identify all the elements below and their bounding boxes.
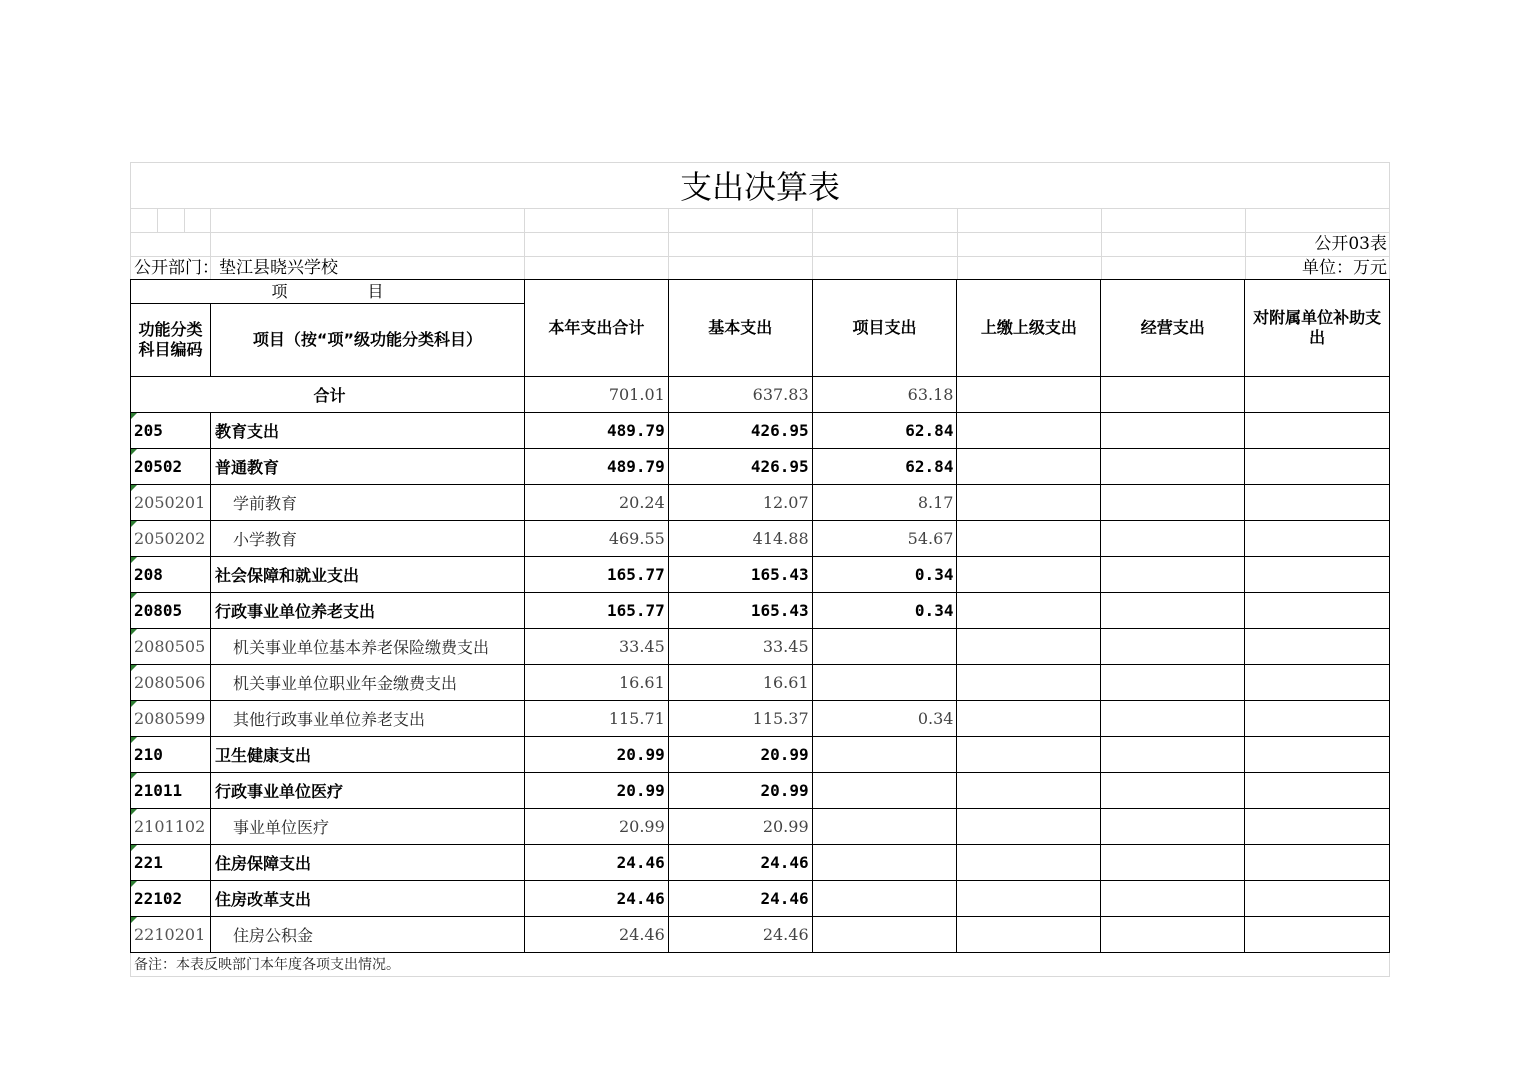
row-code [131,773,211,809]
row-value-cell: 165.43 [668,557,812,593]
row-value-cell [957,449,1101,485]
row-value-cell: 489.79 [524,413,668,449]
table-row [131,881,1390,917]
cell-marker-icon [131,485,137,491]
row-value-cell: 20.99 [524,737,668,773]
row-value-cell [812,845,957,881]
row-value-cell [1245,881,1390,917]
row-value-cell: 115.37 [668,701,812,737]
row-value-cell [957,593,1101,629]
row-value-cell [812,881,957,917]
row-value-cell [1101,593,1245,629]
row-value-cell [1245,701,1390,737]
table-row [131,485,1390,521]
row-name: 住房保障支出 [210,845,524,881]
cell-marker-icon [131,917,137,923]
row-value-cell [1245,557,1390,593]
col-header-code: 功能分类科目编码 [131,304,211,377]
row-value-cell: 489.79 [524,449,668,485]
table-row [131,701,1390,737]
row-code-text: 2050201 [134,493,206,512]
row-value-cell: 16.61 [524,665,668,701]
row-code-text: 20502 [134,457,183,476]
row-code-text: 2050202 [134,529,206,548]
row-value-cell: 24.46 [668,881,812,917]
row-name: 住房公积金 [210,917,524,953]
gridline [668,208,669,279]
row-value-cell [1245,629,1390,665]
row-name: 事业单位医疗 [210,809,524,845]
row-value-cell: 8.17 [812,485,957,521]
row-value-cell [1101,629,1245,665]
row-code [131,845,211,881]
expenditure-table [130,279,1390,953]
cell-marker-icon [131,629,137,635]
col-header-subsidy: 对附属单位补助支出 [1245,280,1390,377]
col-header-project: 项目支出 [812,280,957,377]
row-name: 普通教育 [210,449,524,485]
unit-label: 单位：万元 [1302,258,1387,278]
row-code [131,665,211,701]
row-value-cell: 33.45 [668,629,812,665]
row-value-cell [812,773,957,809]
row-value-cell [957,845,1101,881]
total-cell [1245,377,1390,413]
row-value-cell [957,737,1101,773]
gridline [157,208,158,232]
row-value-cell [1101,809,1245,845]
row-code-text: 2080599 [134,709,206,728]
row-value-cell [957,881,1101,917]
gridline [524,208,525,279]
row-name: 住房改革支出 [210,881,524,917]
row-value-cell: 0.34 [812,701,957,737]
row-code-text: 22102 [134,889,183,908]
cell-marker-icon [131,773,137,779]
row-value-cell: 24.46 [668,845,812,881]
department-label: 公开部门：垫江县晓兴学校 [134,258,338,278]
cell-marker-icon [131,881,137,887]
row-value-cell [1245,773,1390,809]
table-row [131,845,1390,881]
row-code-text: 208 [134,565,163,584]
row-value-cell [957,773,1101,809]
row-code-text: 221 [134,853,163,872]
table-row [131,521,1390,557]
row-value-cell [1101,773,1245,809]
row-code [131,593,211,629]
row-value-cell [1245,485,1390,521]
row-value-cell: 33.45 [524,629,668,665]
cell-marker-icon [131,521,137,527]
spreadsheet-page [130,162,1390,977]
table-row [131,773,1390,809]
row-value-cell [812,917,957,953]
row-value-cell: 165.43 [668,593,812,629]
row-value-cell: 20.99 [668,773,812,809]
row-value-cell: 20.99 [668,809,812,845]
form-number: 公开03表 [1314,234,1387,254]
total-cell: 63.18 [812,377,957,413]
row-value-cell [957,485,1101,521]
row-code-text: 21011 [134,781,183,800]
row-value-cell [812,629,957,665]
row-value-cell: 426.95 [668,449,812,485]
row-value-cell: 20.99 [668,737,812,773]
row-name: 教育支出 [210,413,524,449]
row-value-cell [1245,593,1390,629]
row-value-cell [957,629,1101,665]
row-code-text: 205 [134,421,163,440]
row-value-cell: 24.46 [524,881,668,917]
row-value-cell [812,665,957,701]
row-value-cell [1101,737,1245,773]
row-code [131,881,211,917]
row-code-text: 20805 [134,601,183,620]
row-value-cell [1245,521,1390,557]
row-value-cell [1245,809,1390,845]
row-value-cell: 0.34 [812,557,957,593]
row-value-cell: 12.07 [668,485,812,521]
table-row [131,449,1390,485]
row-value-cell [1245,845,1390,881]
row-code [131,521,211,557]
row-value-cell [1245,665,1390,701]
row-value-cell: 20.99 [524,773,668,809]
row-value-cell [1101,845,1245,881]
table-row [131,737,1390,773]
row-code [131,485,211,521]
row-value-cell [1101,449,1245,485]
cell-marker-icon [131,413,137,419]
table-row [131,557,1390,593]
col-header-basic: 基本支出 [668,280,812,377]
row-value-cell [1101,917,1245,953]
row-code [131,701,211,737]
cell-marker-icon [131,845,137,851]
row-code-text: 2101102 [134,817,206,836]
table-row [131,593,1390,629]
gridline [130,232,1390,233]
row-code-text: 2080505 [134,637,206,656]
row-code [131,809,211,845]
row-value-cell [1245,449,1390,485]
row-name: 机关事业单位基本养老保险缴费支出 [210,629,524,665]
header-item-group: 项 目 [131,280,525,304]
row-value-cell [1245,917,1390,953]
row-name: 其他行政事业单位养老支出 [210,701,524,737]
row-value-cell: 165.77 [524,557,668,593]
row-value-cell [1101,521,1245,557]
row-value-cell [957,413,1101,449]
row-value-cell [812,737,957,773]
gridline [1245,208,1246,279]
row-value-cell: 62.84 [812,449,957,485]
row-value-cell [957,521,1101,557]
cell-marker-icon [131,557,137,563]
table-row [131,629,1390,665]
row-name: 小学教育 [210,521,524,557]
row-value-cell: 426.95 [668,413,812,449]
row-name: 卫生健康支出 [210,737,524,773]
row-value-cell: 62.84 [812,413,957,449]
col-header-remit: 上缴上级支出 [957,280,1101,377]
row-code [131,737,211,773]
row-name: 行政事业单位养老支出 [210,593,524,629]
row-value-cell: 0.34 [812,593,957,629]
row-value-cell [957,917,1101,953]
row-value-cell: 165.77 [524,593,668,629]
gridline [957,208,958,279]
row-code [131,413,211,449]
total-cell [957,377,1101,413]
row-value-cell: 24.46 [668,917,812,953]
row-value-cell: 469.55 [524,521,668,557]
gridline [130,976,1390,977]
row-value-cell [1245,737,1390,773]
table-row [131,917,1390,953]
footnote: 备注：本表反映部门本年度各项支出情况。 [134,957,400,973]
row-value-cell [1101,557,1245,593]
cell-marker-icon [131,449,137,455]
cell-marker-icon [131,701,137,707]
row-value-cell [1101,701,1245,737]
total-cell [1101,377,1245,413]
row-value-cell: 24.46 [524,845,668,881]
cell-marker-icon [131,809,137,815]
table-row [131,809,1390,845]
row-name: 机关事业单位职业年金缴费支出 [210,665,524,701]
cell-marker-icon [131,737,137,743]
row-value-cell: 54.67 [812,521,957,557]
table-body [131,377,1390,953]
gridline [130,208,1390,209]
gridline [184,208,185,232]
row-code-text: 2080506 [134,673,206,692]
row-value-cell [812,809,957,845]
table-row [131,413,1390,449]
row-value-cell [957,701,1101,737]
row-value-cell [957,665,1101,701]
row-name: 学前教育 [210,485,524,521]
row-value-cell [1101,665,1245,701]
row-value-cell: 115.71 [524,701,668,737]
row-value-cell: 20.99 [524,809,668,845]
row-value-cell [1101,485,1245,521]
page-title: 支出决算表 [679,168,840,206]
col-header-total: 本年支出合计 [524,280,668,377]
row-value-cell [957,809,1101,845]
row-value-cell [957,557,1101,593]
total-label: 合计 [131,377,525,413]
col-header-item: 项目（按“项”级功能分类科目） [210,304,524,377]
cell-marker-icon [131,665,137,671]
row-code [131,629,211,665]
table-row [131,665,1390,701]
total-cell: 637.83 [668,377,812,413]
row-code [131,917,211,953]
row-value-cell [1245,413,1390,449]
row-value-cell: 20.24 [524,485,668,521]
col-header-operating: 经营支出 [1101,280,1245,377]
row-code [131,449,211,485]
row-value-cell: 16.61 [668,665,812,701]
cell-marker-icon [131,593,137,599]
row-value-cell [1101,413,1245,449]
row-value-cell [1101,881,1245,917]
total-cell: 701.01 [524,377,668,413]
row-code-text: 210 [134,745,163,764]
row-value-cell: 414.88 [668,521,812,557]
gridline [812,208,813,279]
row-code-text: 2210201 [134,925,206,944]
row-code [131,557,211,593]
row-name: 社会保障和就业支出 [210,557,524,593]
gridline [1101,208,1102,279]
total-row [131,377,1390,413]
row-name: 行政事业单位医疗 [210,773,524,809]
row-value-cell: 24.46 [524,917,668,953]
